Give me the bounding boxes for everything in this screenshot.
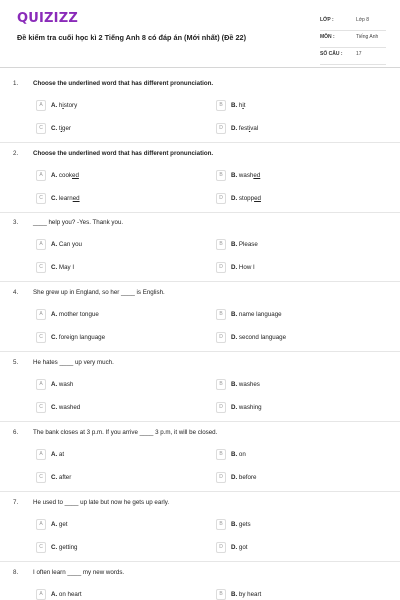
option-letter-box: C: [36, 402, 46, 413]
question-divider: [0, 561, 400, 562]
option-letter-box: A: [36, 100, 46, 111]
option-word: at: [58, 451, 65, 458]
option-word: washing: [238, 404, 262, 411]
option-letter-box: D: [216, 542, 226, 553]
option-underlined-part: ed: [254, 195, 261, 202]
option-underlined-part: i: [62, 102, 64, 109]
question-text: I often learn ____ my new words.: [33, 569, 125, 576]
option-underlined-part: i: [248, 125, 251, 132]
option-key: B.: [231, 172, 238, 179]
option-word: on: [238, 451, 246, 458]
option-key: A.: [51, 591, 58, 598]
question-number: 2.: [13, 150, 19, 157]
option-key: D.: [231, 264, 238, 271]
option-text: [51, 474, 71, 481]
option-word: fest: [238, 125, 249, 132]
option-key: C.: [51, 264, 58, 271]
question-divider: [0, 491, 400, 492]
document-header: [0, 0, 400, 68]
option-key: D.: [231, 404, 238, 411]
option-word: by heart: [238, 591, 262, 598]
option-word: washed: [58, 404, 81, 411]
option-letter-box: B: [216, 519, 226, 530]
option-key: D.: [231, 544, 238, 551]
option-text: [51, 172, 79, 179]
option-text: [51, 591, 82, 598]
option-word: wash: [238, 172, 254, 179]
option-text: [51, 311, 99, 318]
option-letter-box: B: [216, 379, 226, 390]
option-text: [231, 521, 251, 528]
option-word-rest: val: [250, 125, 259, 132]
option-underlined-part: i: [242, 102, 244, 109]
question-divider: [0, 142, 400, 143]
option-word-rest: ger: [62, 125, 71, 132]
option-text: [231, 172, 260, 179]
option-letter-box: D: [216, 472, 226, 483]
option-text: [51, 451, 64, 458]
option-word: second language: [238, 334, 287, 341]
option-word-rest: t: [243, 102, 246, 109]
option-key: A.: [51, 172, 58, 179]
option-key: C.: [51, 334, 58, 341]
option-text: [231, 102, 245, 109]
option-letter-box: A: [36, 379, 46, 390]
option-letter-box: B: [216, 449, 226, 460]
meta-value: Lớp 8: [356, 17, 370, 23]
option-letter-box: D: [216, 262, 226, 273]
option-text: [231, 591, 261, 598]
option-letter-box: A: [36, 239, 46, 250]
option-key: B.: [231, 381, 238, 388]
option-word: Can you: [58, 241, 82, 248]
option-letter-box: C: [36, 542, 46, 553]
option-text: [51, 241, 82, 248]
option-letter-box: B: [216, 100, 226, 111]
option-letter-box: D: [216, 402, 226, 413]
quizizz-logo: QUIZIZZ: [17, 11, 78, 26]
option-text: [51, 264, 74, 271]
option-key: A.: [51, 311, 58, 318]
question-divider: [0, 351, 400, 352]
option-text: [51, 544, 78, 551]
meta-label: SỐ CÂU :: [320, 51, 343, 57]
question-number: 5.: [13, 359, 19, 366]
option-underlined-part: ed: [72, 195, 80, 202]
option-text: [51, 381, 73, 388]
option-key: C.: [51, 544, 58, 551]
option-word: before: [238, 474, 257, 481]
option-letter-box: A: [36, 519, 46, 530]
option-text: [51, 404, 80, 411]
option-text: [231, 451, 246, 458]
option-key: B.: [231, 311, 238, 318]
option-key: D.: [231, 125, 238, 132]
option-word: May I: [58, 264, 75, 271]
option-letter-box: D: [216, 123, 226, 134]
question-text: Choose the underlined word that has different pronunciation.: [33, 150, 214, 157]
document-title: Đề kiểm tra cuối học kì 2 Tiếng Anh 8 có đáp án (Mới nhất) (Đề 22): [17, 33, 247, 42]
option-word: t: [58, 125, 61, 132]
question-text: The bank closes at 3 p.m. If you arrive ____ 3 p.m, it will be closed.: [33, 429, 218, 436]
question-text: Choose the underlined word that has different pronunciation.: [33, 80, 214, 87]
option-text: [231, 241, 258, 248]
question-number: 7.: [13, 499, 19, 506]
option-word: washes: [238, 381, 260, 388]
option-key: D.: [231, 474, 238, 481]
question-divider: [0, 212, 400, 213]
option-letter-box: C: [36, 262, 46, 273]
meta-label: MÔN :: [320, 34, 335, 40]
option-letter-box: B: [216, 170, 226, 181]
option-text: [231, 311, 282, 318]
option-letter-box: C: [36, 193, 46, 204]
option-text: [231, 195, 261, 202]
option-word: How I: [238, 264, 255, 271]
option-text: [231, 381, 260, 388]
option-key: C.: [51, 474, 58, 481]
question-divider: [0, 281, 400, 282]
meta-table: [320, 14, 386, 65]
option-key: B.: [231, 102, 238, 109]
option-letter-box: A: [36, 449, 46, 460]
option-word: wash: [58, 381, 74, 388]
option-underlined-part: ed: [72, 172, 79, 179]
meta-value: Tiếng Anh: [356, 34, 379, 40]
option-letter-box: B: [216, 589, 226, 600]
option-word: cook: [58, 172, 72, 179]
question-number: 8.: [13, 569, 19, 576]
meta-row-grade: [320, 14, 386, 31]
question-number: 3.: [13, 219, 19, 226]
option-word: mother tongue: [58, 311, 99, 318]
option-letter-box: A: [36, 589, 46, 600]
option-word: foreign language: [58, 334, 106, 341]
option-key: B.: [231, 241, 238, 248]
option-word: h: [238, 102, 243, 109]
option-word: h: [58, 102, 63, 109]
option-underlined-part: i: [60, 125, 63, 132]
option-letter-box: D: [216, 332, 226, 343]
meta-label: LỚP :: [320, 17, 334, 23]
option-word: gets: [238, 521, 251, 528]
option-key: B.: [231, 591, 238, 598]
meta-value: 17: [356, 51, 362, 57]
option-text: [231, 264, 255, 271]
option-text: [51, 102, 77, 109]
option-key: B.: [231, 521, 238, 528]
option-letter-box: C: [36, 472, 46, 483]
option-text: [51, 125, 71, 132]
option-text: [231, 404, 262, 411]
option-word: Please: [238, 241, 258, 248]
option-key: C.: [51, 404, 58, 411]
option-text: [51, 195, 80, 202]
option-word: learn: [58, 195, 73, 202]
question-number: 4.: [13, 289, 19, 296]
option-text: [231, 544, 248, 551]
option-word: after: [58, 474, 72, 481]
option-key: D.: [231, 334, 238, 341]
option-word-rest: story: [63, 102, 78, 109]
meta-row-subject: [320, 31, 386, 48]
option-text: [231, 474, 256, 481]
option-word: name language: [238, 311, 282, 318]
question-text: He used to ____ up late but now he gets up early.: [33, 499, 170, 506]
question-text: She grew up in England, so her ____ is English.: [33, 289, 165, 296]
option-text: [51, 521, 68, 528]
meta-row-question-count: [320, 48, 386, 65]
option-text: [51, 334, 105, 341]
question-text: He hates ____ up very much.: [33, 359, 114, 366]
option-letter-box: C: [36, 332, 46, 343]
option-letter-box: D: [216, 193, 226, 204]
option-key: B.: [231, 451, 238, 458]
option-underlined-part: ed: [253, 172, 261, 179]
option-key: D.: [231, 195, 238, 202]
option-key: A.: [51, 521, 58, 528]
question-text: ____ help you? -Yes. Thank you.: [33, 219, 124, 226]
option-letter-box: B: [216, 309, 226, 320]
option-word: on heart: [58, 591, 82, 598]
option-key: A.: [51, 381, 58, 388]
option-letter-box: C: [36, 123, 46, 134]
option-word: stopp: [238, 195, 255, 202]
question-divider: [0, 421, 400, 422]
option-text: [231, 125, 258, 132]
option-text: [231, 334, 286, 341]
option-word: get: [58, 521, 68, 528]
option-word: got: [238, 544, 248, 551]
option-key: A.: [51, 102, 58, 109]
option-key: A.: [51, 451, 58, 458]
option-word: getting: [58, 544, 78, 551]
option-key: C.: [51, 195, 58, 202]
option-letter-box: B: [216, 239, 226, 250]
option-key: A.: [51, 241, 58, 248]
question-number: 1.: [13, 80, 19, 87]
question-number: 6.: [13, 429, 19, 436]
option-key: C.: [51, 125, 58, 132]
option-letter-box: A: [36, 309, 46, 320]
option-letter-box: A: [36, 170, 46, 181]
